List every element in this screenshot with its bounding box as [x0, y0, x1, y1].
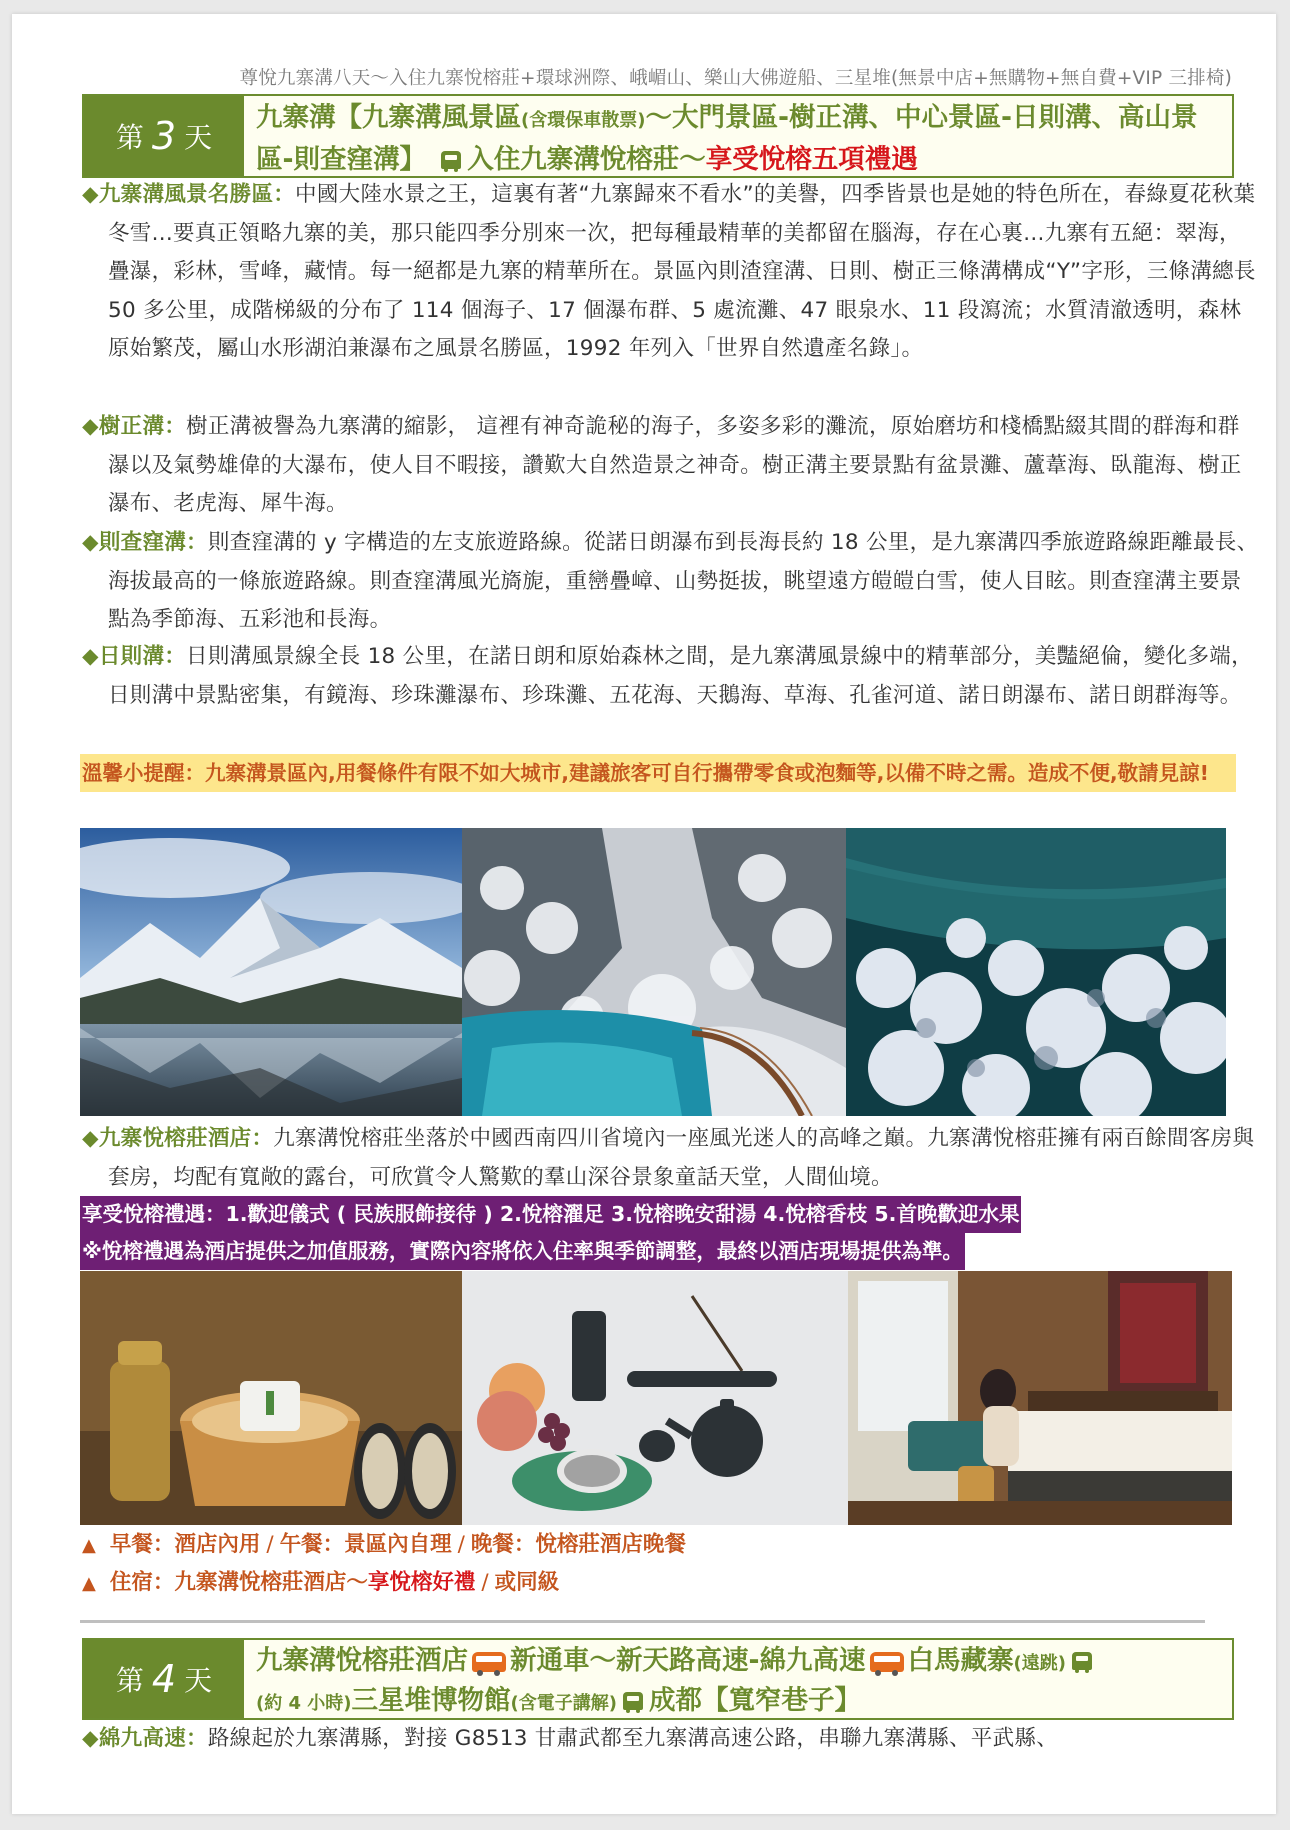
separator: / — [481, 1570, 489, 1595]
diamond-icon: ◆ — [82, 182, 99, 207]
section-shuzheng — [82, 408, 1260, 524]
title-part: 三星堆博物館 — [351, 1685, 511, 1716]
snow-mountain-lake-photo — [80, 828, 462, 1116]
section-label: 則查窪溝： — [98, 530, 208, 555]
section-rize — [82, 638, 1260, 715]
title-part: 九寨溝悅榕莊酒店 — [256, 1645, 468, 1676]
perks-note: ※悅榕禮遇為酒店提供之加值服務，實際內容將依入住率與季節調整，最終以酒店現場提供為準。 — [80, 1233, 965, 1270]
scenery-photos — [80, 828, 1226, 1116]
triangle-icon: ▲ — [82, 1573, 96, 1594]
section-jiuzhaigou — [82, 176, 1260, 369]
section-label: 樹正溝： — [98, 414, 187, 439]
section-label: 九寨悅榕莊酒店： — [98, 1126, 274, 1151]
section-hotel — [82, 1120, 1260, 1197]
snowy-forest-lake-photo — [462, 828, 846, 1116]
section-label: 九寨溝風景名勝區： — [98, 182, 296, 207]
day-prefix: 第 — [115, 1664, 144, 1697]
stay-line — [82, 1564, 559, 1603]
stay-tail: 或同級 — [494, 1570, 560, 1595]
section-zechawa — [82, 524, 1260, 640]
section-label: 日則溝： — [98, 644, 187, 669]
day-suffix: 天 — [184, 1664, 213, 1697]
bus-icon — [441, 151, 461, 169]
diamond-icon: ◆ — [82, 1726, 99, 1751]
bus-icon — [623, 1692, 643, 1710]
coach-icon — [870, 1652, 904, 1672]
diamond-icon: ◆ — [82, 530, 99, 555]
title-part: ～大門景區-樹正溝、中心景區-日則溝、高山景區-則查窪溝】 — [256, 102, 1198, 175]
title-note: (含電子講解) — [510, 1693, 617, 1714]
title-part: 白馬藏寨 — [907, 1645, 1014, 1676]
section-text: 日則溝風景線全長 18 公里，在諾日朗和原始森林之間，是九寨溝風景線中的精華部分，美豔絕倫，變化多端，日則溝中景點密集，有鏡海、珍珠灘瀑布、珍珠灘、五花海、天鵝海、草海、孔雀河道、諾日朗瀑布、諾日朗群海等。 — [108, 644, 1253, 708]
breakfast: 早餐：酒店內用 — [109, 1532, 261, 1557]
stay-label: 住宿：九寨溝悅榕莊酒店～ — [109, 1570, 368, 1595]
title-part: 成都【寬窄巷子】 — [648, 1685, 861, 1716]
meals-line — [82, 1526, 686, 1565]
title-highlight: 享受悅榕五項禮遇 — [705, 144, 918, 175]
title-note: (含環保車散票) — [521, 110, 646, 131]
warm-reminder: 溫馨小提醒：九寨溝景區內,用餐條件有限不如大城市,建議旅客可自行攜帶零食或泡麵等,以備不時之需。造成不便,敬請見諒! — [80, 754, 1236, 792]
day-suffix: 天 — [184, 121, 213, 154]
section-text: 中國大陸水景之王，這裏有著“九寨歸來不看水”的美譽，四季皆景也是她的特色所在，春綠夏花秋葉冬雪...要真正領略九寨的美，那只能四季分別來一次，把每種最精華的美都留在腦海，存在心裏...九寨有五絕：翠海，疊瀑，彩林，雪峰，藏情。每一絕都是九寨的精華所在。景區內則渣窪溝、日則、樹正三條溝構成“Y”字形，三條溝總長 50 多公里，成階梯級的分布了 114 個海子、17 個瀑布群、5 處流灘、47 眼泉水、11 段瀉流；水質清澈透明，森林原始繁茂，屬山水形湖泊兼瀑布之風景名勝區，1992 年列入「世界自然遺產名錄」。 — [108, 182, 1256, 361]
day4-header — [82, 1638, 1234, 1720]
separator: / — [266, 1532, 274, 1557]
title-note: (約 4 小時) — [256, 1693, 352, 1714]
lunch: 午餐：景區內自理 — [279, 1532, 452, 1557]
separator: / — [457, 1532, 465, 1557]
document-page — [12, 14, 1276, 1814]
stay-highlight: 享悅榕好禮 — [367, 1570, 476, 1595]
title-note: (遠跳) — [1013, 1653, 1066, 1674]
fruit-tea-set-photo — [462, 1271, 848, 1525]
section-divider — [80, 1620, 1205, 1623]
section-text: 路線起於九寨溝縣，對接 G8513 甘肅武都至九寨溝高速公路，串聯九寨溝縣、平武縣、 — [207, 1726, 1059, 1751]
title-part: 新通車～新天路高速-綿九高速 — [510, 1645, 866, 1676]
dinner: 晚餐：悅榕莊酒店晚餐 — [470, 1532, 686, 1557]
day-prefix: 第 — [115, 121, 144, 154]
diamond-icon: ◆ — [82, 1126, 99, 1151]
section-label: 綿九高速： — [98, 1726, 208, 1751]
perks-line: 享受悅榕禮遇：1.歡迎儀式 ( 民族服飾接待 ) 2.悅榕濯足 3.悅榕晚安甜湯 4.悅榕香枝 5.首晚歡迎水果 — [80, 1196, 1021, 1233]
title-part: 入住九寨溝悅榕莊～ — [467, 144, 706, 175]
triangle-icon: ▲ — [82, 1535, 96, 1556]
title-part: 九寨溝【九寨溝風景區 — [256, 102, 521, 133]
section-text: 樹正溝被譽為九寨溝的縮影， 這裡有神奇詭秘的海子，多姿多彩的灘流，原始磨坊和棧橋點綴其間的群海和群瀑以及氣勢雄偉的大瀑布，使人目不暇接，讚歎大自然造景之神奇。樹正溝主要景點有盆景灘、蘆葦海、臥龍海、樹正瀑布、老虎海、犀牛海。 — [108, 414, 1242, 516]
day3-title — [244, 96, 1232, 176]
hotel-room-photo — [848, 1271, 1232, 1525]
section-mianjiu — [82, 1720, 1260, 1759]
section-text: 則查窪溝的 y 字構造的左支旅遊路線。從諾日朗瀑布到長海長約 18 公里，是九寨溝四季旅遊路線距離最長、海拔最高的一條旅遊路線。則查窪溝風光旖旎，重巒疊嶂、山勢挺拔，眺望遠方皚皚白雪，使人目眩。則查窪溝主要景點為季節海、五彩池和長海。 — [108, 530, 1259, 632]
day4-badge — [84, 1640, 244, 1718]
bus-icon — [1072, 1652, 1092, 1670]
day4-title — [244, 1640, 1232, 1718]
hotel-photos — [80, 1271, 1232, 1525]
section-text: 九寨溝悅榕莊坐落於中國西南四川省境內一座風光迷人的高峰之巔。九寨溝悅榕莊擁有兩百餘間客房與套房，均配有寬敞的露台，可欣賞令人驚歎的羣山深谷景象童話天堂，人間仙境。 — [108, 1126, 1255, 1190]
frosted-forest-aerial-photo — [846, 828, 1226, 1116]
diamond-icon: ◆ — [82, 644, 99, 669]
coach-icon — [472, 1652, 506, 1672]
day-number: 3 — [151, 114, 177, 158]
day3-badge — [84, 96, 244, 176]
diamond-icon: ◆ — [82, 414, 99, 439]
day-number: 4 — [151, 1657, 177, 1701]
day3-header — [82, 94, 1234, 178]
running-header: 尊悅九寨溝八天～入住九寨悅榕莊+環球洲際、峨嵋山、樂山大佛遊船、三星堆(無景中店+無購物+無自費+VIP 三排椅) — [239, 68, 1232, 89]
foot-bath-photo — [80, 1271, 462, 1525]
